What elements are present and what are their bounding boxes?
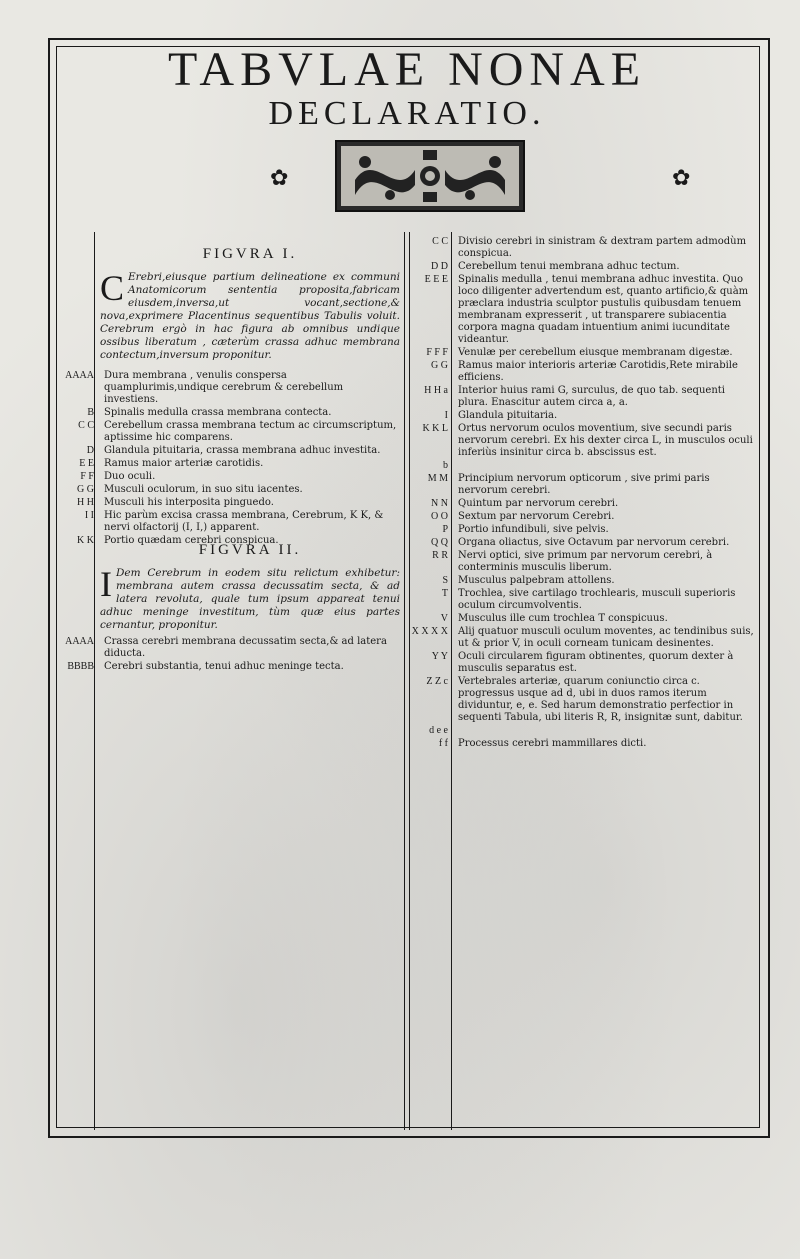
entry-label: C C	[78, 420, 94, 431]
ornament-engraving-icon	[335, 140, 525, 212]
entry-text: Musculus palpebram attollens.	[458, 575, 615, 586]
entry-text: Crassa cerebri membrana decussatim secta,& ad latera diducta.	[104, 636, 387, 659]
entry-text: Alij quatuor musculi oculum moventes, ac tendinibus suis, ut & prior V, in oculi corneam tunicam desinentes.	[458, 626, 754, 649]
entry-text: Musculi oculorum, in suo situ iacentes.	[104, 484, 303, 495]
entry-text: Portio quædam cerebri conspicua.	[104, 535, 279, 546]
entry-text: Hic parùm excisa crassa membrana, Cerebrum, K K, & nervi olfactorij (I, I,) apparent.	[104, 510, 384, 533]
figura-2-heading: FIGVRA II.	[198, 542, 302, 558]
entry-label: H H	[77, 497, 94, 508]
figura-2-section	[100, 536, 400, 632]
entry-text: Oculi circularem figuram obtinentes, quorum dexter à musculis separatus est.	[458, 651, 734, 674]
entry-label: X X X X	[411, 626, 448, 637]
entry-text: Glandula pituitaria.	[458, 410, 558, 421]
entry-text: Dura membrana , venulis conspersa quamplurimis,undique cerebrum & cerebellum investiens.	[104, 370, 344, 405]
figura-2-dropcap: I	[100, 564, 112, 604]
entry-label: G G	[431, 360, 448, 371]
right-column-rule	[451, 232, 452, 1130]
entry-text: Sextum par nervorum Cerebri.	[458, 511, 615, 522]
entry-text: Principium nervorum opticorum , sive primi paris nervorum cerebri.	[458, 473, 710, 496]
fleuron-right-icon: ✿	[672, 166, 691, 191]
entry-label: O O	[431, 511, 448, 522]
entry-label: M M	[427, 473, 448, 484]
figura-1-intro-text: Erebri,eiusque partium delineatione ex communi Anatomicorum sententia proposita,fabricam eiusdem,inversa,ut vocant,sectione,& nova,exprimere Placentinus sequentibus Tabulis voluit. Cerebrum ergò in hac figura ab omnibus undique ossibus liberatum , cæterùm crassa adhuc membrana contectum,inversum proponitur.	[100, 271, 400, 361]
entry-label: F F F	[426, 347, 448, 358]
entry-text: Quintum par nervorum cerebri.	[458, 498, 619, 509]
entry-text: Trochlea, sive cartilago trochlearis, musculi superioris oculum circumvolventis.	[458, 588, 736, 611]
entry-label: R R	[432, 550, 448, 561]
entry-label: G G	[77, 484, 94, 495]
figura-2-intro-text: Dem Cerebrum in eodem situ relictum exhibetur: membrana autem crassa decussatim secta, & ad latera revoluta, quale tum ipsum appareat tenui adhuc meninge investitum, tùm quæ eius partes cernantur, proponitur.	[100, 567, 400, 631]
entry-text: Cerebellum tenui membrana adhuc tectum.	[458, 261, 680, 272]
entry-label: T	[441, 588, 448, 599]
entry-label: Z Z c	[426, 676, 448, 687]
entry-label: K K L	[422, 423, 448, 434]
entry-label: H H a	[424, 385, 448, 396]
entry-label: E E	[79, 458, 94, 469]
entry-text: Ortus nervorum oculos moventium, sive secundi paris nervorum cerebri. Ex his dexter circa L, in musculos oculi inferiùs insinitur circa b. abscissus est.	[458, 423, 753, 458]
entry-text: Musculi his interposita pinguedo.	[104, 497, 274, 508]
entry-label: b	[443, 460, 448, 471]
entry-label: AAAA	[65, 370, 94, 381]
entry-label: I	[444, 410, 448, 421]
entry-label: Y Y	[431, 651, 448, 662]
entry-label: N N	[431, 498, 448, 509]
entry-label: AAAA	[65, 636, 94, 647]
fleuron-left-icon: ✿	[270, 166, 289, 191]
entry-text: Duo oculi.	[104, 471, 156, 482]
page-subtitle: DECLARATIO.	[268, 95, 546, 132]
entry-text: Cerebri substantia, tenui adhuc meninge tecta.	[104, 661, 344, 672]
entry-label: B	[87, 407, 94, 418]
figura-2-intro	[100, 564, 400, 632]
entry-text: Organa oliactus, sive Octavum par nervorum cerebri.	[458, 537, 730, 548]
entry-text: Venulæ per cerebellum eiusque membranam digestæ.	[458, 347, 733, 358]
entry-label: I I	[84, 510, 94, 521]
entry-text: Spinalis medulla , tenui membrana adhuc investita. Quo loco diligenter advertendum est, quanto artificio,& quàm præclara industria sculptor pustulis quibusdam tenuem membranam expresserit , ut transparere subiacentia corpora magna quadam intuentium animi iucunditate videantur.	[458, 274, 749, 345]
left-column-rule	[94, 232, 95, 1130]
entry-text: Vertebrales arteriæ, quarum coniunctio circa c. progressus usque ad d, ubi in duos ramos iterum dividuntur, e, e. Sed harum demonstratio perfectior in sequenti Tabula, ubi literis R, R, insignitæ sunt, dabitur.	[458, 676, 743, 723]
figura-1-intro	[100, 268, 400, 362]
entry-label: P	[442, 524, 448, 535]
entry-label: d e e	[429, 725, 448, 736]
entry-text: Cerebellum crassa membrana tectum ac circumscriptum, aptissime hic comparens.	[104, 420, 397, 443]
entry-text: Divisio cerebri in sinistram & dextram partem admodùm conspicua.	[458, 236, 747, 259]
page-title: TABVLAE NONAE	[167, 43, 647, 96]
entry-label: f f	[438, 738, 448, 749]
entry-label: D D	[431, 261, 448, 272]
entry-label: BBBB	[67, 661, 94, 672]
entry-text: Portio infundibuli, sive pelvis.	[458, 524, 609, 535]
entry-label: S	[442, 575, 448, 586]
entry-label: V	[440, 613, 448, 624]
entry-text: Nervi optici, sive primum par nervorum cerebri, à conterminis musculis liberum.	[458, 550, 713, 573]
entry-label: F F	[80, 471, 94, 482]
figura-1-section	[100, 240, 400, 362]
entry-text: Processus cerebri mammillares dicti.	[458, 738, 647, 749]
figura-1-dropcap: C	[100, 268, 125, 308]
entry-label: K K	[77, 535, 94, 546]
entry-text: Musculus ille cum trochlea T conspicuus.	[458, 613, 668, 624]
entry-text: Ramus maior interioris arteriæ Carotidis,Rete mirabile efficiens.	[458, 360, 738, 383]
entry-text: Spinalis medulla crassa membrana contecta.	[104, 407, 332, 418]
entry-label: D	[86, 445, 94, 456]
entry-text: Glandula pituitaria, crassa membrana adhuc investita.	[104, 445, 381, 456]
entry-label: E E E	[424, 274, 448, 285]
entry-label: C C	[432, 236, 448, 247]
entry-text: Ramus maior arteriæ carotidis.	[104, 458, 264, 469]
figura-1-heading: FIGVRA I.	[202, 246, 298, 262]
entry-label: Q Q	[431, 537, 448, 548]
entry-text: Interior huius rami G, surculus, de quo tab. sequenti plura. Enascitur autem circa a, a.	[458, 385, 725, 408]
